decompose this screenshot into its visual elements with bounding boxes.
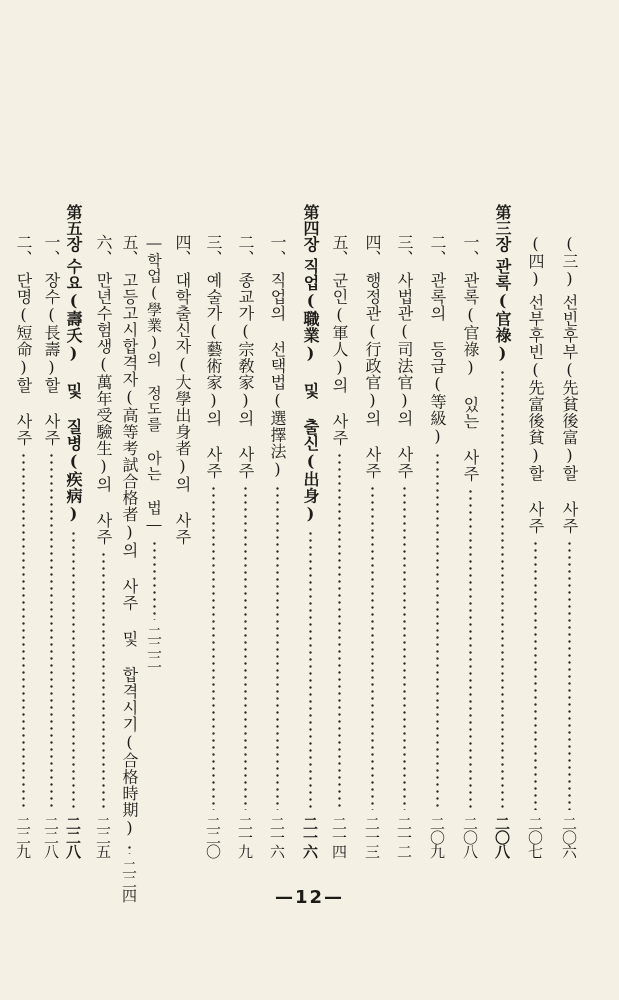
toc-entry <box>10 234 36 858</box>
toc-entry-title: 단명(短命)할 사주 <box>14 272 33 446</box>
toc-leader-dots <box>72 530 75 811</box>
toc-leader-dots <box>568 540 571 810</box>
toc-entry-label: (三) <box>560 234 579 288</box>
toc-entry-page: 二一六 <box>301 816 319 858</box>
toc-entry-label: 五、 <box>120 234 139 266</box>
toc-leader-dots <box>128 844 131 854</box>
toc-entry-page: 二二八 <box>64 816 82 858</box>
toc-leader-dots <box>501 369 504 810</box>
toc-entry-title: 사법관(司法官)의 사주 <box>395 272 414 479</box>
toc-entry-page: 二一九 <box>236 816 254 858</box>
toc-leader-dots <box>244 485 247 810</box>
toc-entry-label: 一、 <box>268 234 287 266</box>
toc-entry-page: 二一二 <box>395 816 413 858</box>
toc-leader-dots <box>436 452 439 810</box>
toc-entry <box>38 234 64 858</box>
toc-entry-page: 二一三 <box>363 816 381 858</box>
toc-entry <box>391 234 417 858</box>
toc-entry-title: 관록(官祿) 있는 사주 <box>461 272 480 482</box>
toc-entry <box>297 204 323 858</box>
toc-entry <box>522 234 548 858</box>
toc-entry-label: 二、 <box>236 234 255 266</box>
toc-leader-dots <box>212 485 215 810</box>
toc-entry-title: 선부후빈(先富後貧)할 사주 <box>526 294 545 534</box>
toc-entry <box>326 234 352 858</box>
toc-entry-page: 二〇八 <box>493 816 511 858</box>
toc-entry <box>556 234 582 858</box>
toc-leader-dots <box>403 485 406 810</box>
toc-entry <box>232 234 258 858</box>
toc-leader-dots <box>469 488 472 810</box>
toc-entry-label: 二、 <box>428 234 447 266</box>
toc-entry-label: 四、 <box>173 234 192 266</box>
toc-entry-title: 선빈후부(先貧後富)할 사주 <box>560 294 579 534</box>
toc-entry-title: ―학업(學業)의 정도를 아는 법― <box>145 234 163 534</box>
toc-entry-label: 二、 <box>14 234 33 266</box>
toc-entry-title: 고등고시합격자(高等考試合格者)의 사주 및 합격시기(合格時期) <box>120 272 139 838</box>
toc-leader-dots <box>309 530 312 811</box>
toc-entry <box>489 204 515 858</box>
toc-leader-dots <box>534 540 537 810</box>
toc-leader-dots <box>102 551 105 810</box>
toc-entry <box>200 234 226 858</box>
toc-leader-dots <box>153 540 156 620</box>
toc-entry-title: 행정관(行政官)의 사주 <box>363 272 382 479</box>
toc-leader-dots <box>50 452 53 810</box>
toc-entry-title: 만년수험생(萬年受驗生)의 사주 <box>94 272 113 545</box>
toc-entry <box>424 234 450 858</box>
toc-entry <box>169 234 195 545</box>
toc-entry <box>116 234 142 902</box>
toc-entry-title: 관록의 등급(等級) <box>428 272 447 446</box>
toc-entry-label: (四) <box>526 234 545 288</box>
toc-entry-label: 一、 <box>461 234 480 266</box>
toc-entry-label: 五、 <box>330 234 349 266</box>
toc-entry-label: 第三장 <box>493 204 512 252</box>
toc-entry-page: 二〇八 <box>461 816 479 858</box>
toc-entry-title: 종교가(宗敎家)의 사주 <box>236 272 255 479</box>
toc-entry-label: 三、 <box>204 234 223 266</box>
toc-entry-page: 二二〇 <box>204 816 222 858</box>
toc-entry-label: 四、 <box>363 234 382 266</box>
toc-entry <box>359 234 385 858</box>
toc-entry-title: 군인(軍人)의 사주 <box>330 272 349 446</box>
toc-entry-label: 第五장 <box>64 204 83 252</box>
toc-entry-page: 二一六 <box>268 816 286 858</box>
toc-entry-page: 二一四 <box>330 816 348 858</box>
toc-entry-title: 수요(壽夭) 및 질병(疾病) <box>64 258 83 524</box>
toc-leader-dots <box>371 485 374 810</box>
toc-entry-label: 一、 <box>42 234 61 266</box>
toc-entry-title: 장수(長壽)할 사주 <box>42 272 61 446</box>
toc-entry-page: 二二九 <box>14 816 32 858</box>
toc-leader-dots <box>276 485 279 810</box>
toc-entry-page: 二〇七 <box>526 816 544 858</box>
toc-entry-page: 二〇六 <box>560 816 578 858</box>
toc-entry-title: 관록(官祿) <box>493 258 512 363</box>
toc-entry-label: 三、 <box>395 234 414 266</box>
toc-entry <box>141 234 167 668</box>
toc-entry <box>90 234 116 858</box>
toc-entry-title: 예술가(藝術家)의 사주 <box>204 272 223 479</box>
toc-entry-page: 二二四 <box>120 859 138 902</box>
toc-entry-title: 직업(職業) 및 출신(出身) <box>301 258 320 524</box>
toc-leader-dots <box>22 452 25 810</box>
toc-leader-dots <box>338 452 341 810</box>
toc-entry-page: 二〇九 <box>428 816 446 858</box>
toc-entry <box>264 234 290 858</box>
page-number: —12— <box>274 887 345 908</box>
toc-entry-label: 六、 <box>94 234 113 266</box>
toc-entry <box>457 234 483 858</box>
toc-entry-label: 第四장 <box>301 204 320 252</box>
toc-entry-title: 대학출신자(大學出身者)의 사주 <box>173 272 192 545</box>
toc-entry-page: 二二八 <box>42 816 60 858</box>
toc-entry-page: 二二二 <box>145 626 163 668</box>
toc-entry-title: 직업의 선택법(選擇法) <box>268 272 287 479</box>
toc-entry-page: 二二五 <box>94 816 112 858</box>
